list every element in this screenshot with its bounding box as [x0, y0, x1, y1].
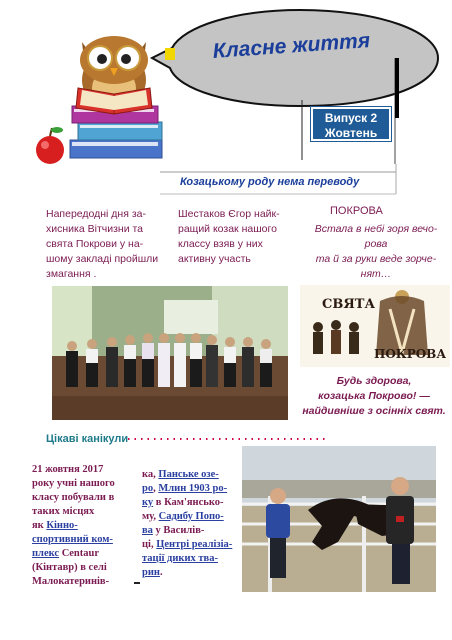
competition-paragraph: Напередодні дня за- хисника Вітчизни та свята Покрови у на- шому закладі пройшли змагання .	[46, 208, 159, 280]
link-popov-estate-end[interactable]: ва	[142, 525, 153, 536]
link-mill-1903-end[interactable]: ку	[142, 497, 154, 508]
pokrova-heading: ПОКРОВА	[330, 205, 383, 217]
best-cossack-paragraph: Шестаков Єгор найк- ращий козак нашого классу взяв у них активну участь	[178, 208, 280, 265]
cossack-headline: Козацькому роду нема переводу	[180, 176, 360, 188]
issue-month: Жовтень	[324, 126, 378, 140]
pokrova-illustration	[300, 285, 450, 367]
link-horse-complex-cont[interactable]: спортивний ком-	[32, 534, 113, 545]
issue-number: Випуск 2	[324, 111, 378, 125]
link-mill-1903[interactable]: Млин 1903 ро-	[158, 483, 228, 494]
link-horse-complex-end[interactable]: плекс	[32, 548, 60, 559]
dotted-separator	[128, 436, 328, 442]
issue-badge	[311, 107, 391, 141]
link-horse-complex[interactable]: Кінно-	[46, 520, 78, 531]
link-popov-estate[interactable]: Садибу Попо-	[158, 511, 224, 522]
vacation-heading: Цікаві канікули	[46, 433, 129, 445]
class-group-photo	[52, 286, 288, 420]
pokrova-image-word1: СВЯТА	[322, 297, 376, 312]
link-panske-lake-end[interactable]: ро	[142, 483, 154, 494]
pokrova-wish: Будь здорова, козацька Покрово! — найдивніше з осінніх свят.	[302, 375, 446, 417]
link-panske-lake[interactable]: Панське озе-	[158, 469, 219, 480]
pokrova-image-word2: ПОКРОВА	[374, 347, 447, 361]
newsletter-title: Класне життя	[212, 29, 371, 63]
horse-photo	[242, 446, 436, 592]
link-wildlife-center[interactable]: Центрі реалізіа-	[156, 539, 233, 550]
vacation-text-col2: ка, Панське озе- ро, Млин 1903 ро- ку в Кам'янсько- му, Садибу Попо- ва у Василів- ці, Центрі реалізіа- тації диких тва- рин.	[142, 469, 233, 578]
pokrova-poem: Встала в небі зоря вечо- рова та й за руки веде зорче- нят…	[314, 223, 438, 280]
link-wildlife-center-end[interactable]: рин	[142, 567, 160, 578]
link-wildlife-center-cont[interactable]: тації диких тва-	[142, 553, 218, 564]
vacation-text-col1: 21 жовтня 2017 року учні нашого класу побували в таких місцях як Кінно- спортивний ком- плекс Centaur (Кінтавр) в селі Малокатеринів-	[32, 464, 115, 587]
